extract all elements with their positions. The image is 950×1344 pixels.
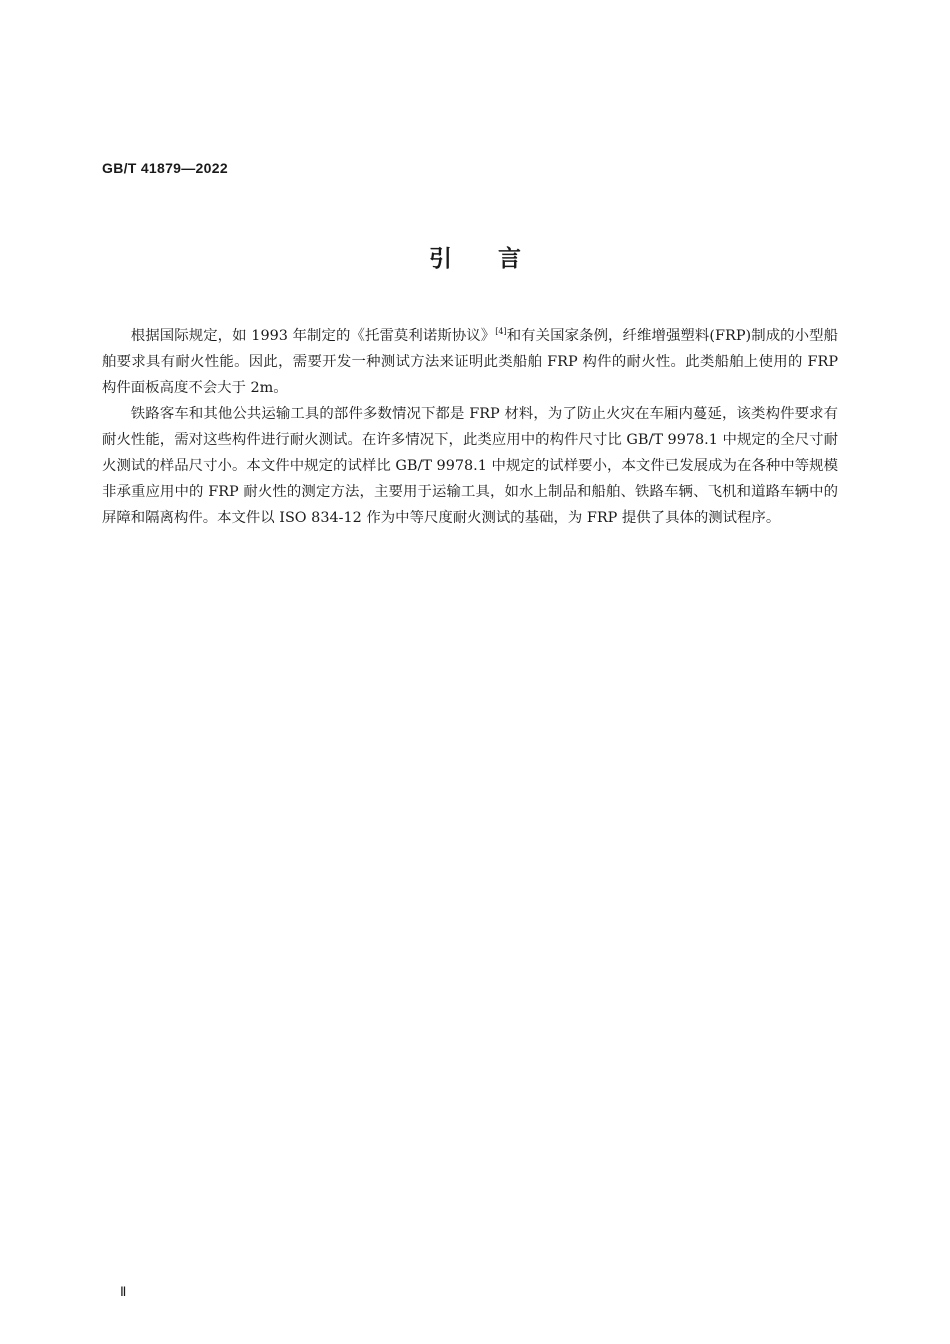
reference-marker: [4] <box>495 327 507 336</box>
page-title: 引言 <box>429 246 567 272</box>
paragraph-1 <box>102 319 838 401</box>
paragraph-1-text-a: 根据国际规定，如 1993 年制定的《托雷莫利诺斯协议》 <box>130 328 496 344</box>
paragraph-2: 铁路客车和其他公共运输工具的部件多数情况下都是 FRP 材料，为了防止火灾在车厢内蔓延，该类构件要求有耐火性能，需对这些构件进行耐火测试。在许多情况下，此类应用中的构件尺寸比 GB/T 9978.1 中规定的全尺寸耐火测试的样品尺寸小。本文件中规定的试样比 GB/T 9978.1 中规定的试样要小，本文件已发展成为在各种中等规模非承重应用中的 FRP 耐火性的测定方法，主要用于运输工具，如水上制品和船舶、铁路车辆、飞机和道路车辆中的屏障和隔离构件。本文件以 ISO 834-12 作为中等尺度耐火测试的基础，为 FRP 提供了具体的测试程序。 <box>102 406 838 526</box>
introduction-body <box>102 319 838 531</box>
paragraph-1-text-b: 和有关国家条例，纤维增强塑料(FRP)制成的小型船舶要求具有耐火性能。因此，需要开发一种测试方法来证明此类船舶 FRP 构件的耐火性。此类船舶上使用的 FRP 构件面板高度不会大于 2m。 <box>102 328 838 396</box>
page-number: Ⅱ <box>120 1284 127 1299</box>
standard-code: GB/T 41879—2022 <box>102 160 228 176</box>
